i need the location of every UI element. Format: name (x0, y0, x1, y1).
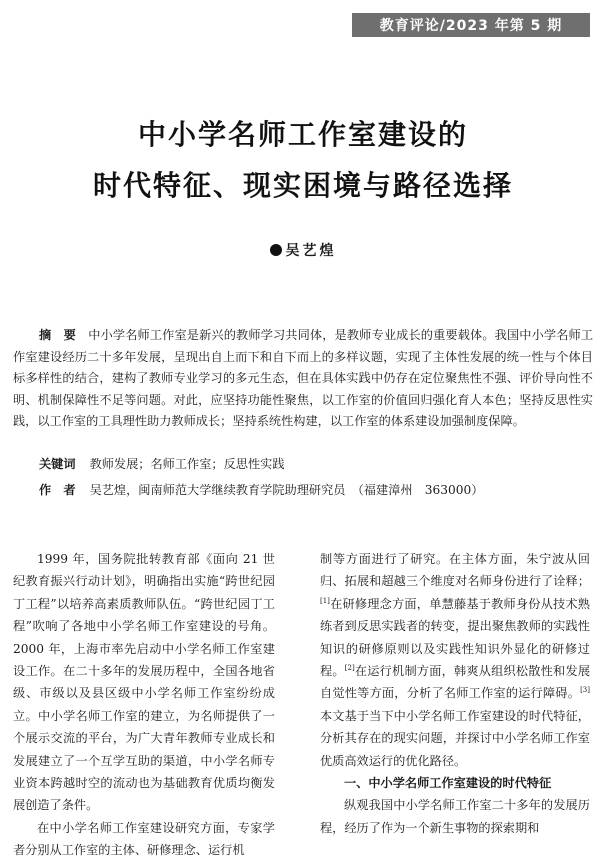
author-info-text: 吴艺煌，闽南师范大学继续教育学院助理研究员 （福建漳州 363000） (89, 483, 484, 497)
body-text: 制等方面进行了研究。在主体方面，朱宁波从回归、拓展和超越三个维度对名师身份进行了诠释； (320, 552, 590, 589)
section-heading: 一、中小学名师工作室建设的时代特征 (344, 776, 552, 791)
abstract-block (13, 325, 593, 433)
body-text: 本文基于当下中小学名师工作室建设的时代特征，分析其存在的现实问题，并探讨中小学名师工作室优质高效运行的优化路径。 (320, 708, 590, 768)
body-paragraph: 在中小学名师工作室建设研究方面，专家学者分别从工作室的主体、研修理念、运行机 (13, 820, 275, 858)
body-text: 在研修理念方面，单慧藤基于教师身份从技术熟练者到反思实践者的转变，提出聚焦教师的实践性知识的研修原则以及实践性知识外显化的研修过程。 (320, 596, 590, 679)
article-title-line-1: 中小学名师工作室建设的 (137, 118, 468, 151)
body-column-right (320, 548, 590, 839)
journal-header-bar (352, 13, 590, 37)
author-name: 吴艺煌 (285, 243, 337, 259)
citation-ref-1: [1] (320, 596, 330, 605)
keywords-label: 关键词 (39, 457, 76, 471)
body-paragraph-continued (320, 548, 590, 772)
citation-ref-2: [2] (344, 663, 355, 672)
body-paragraph: 1999 年，国务院批转教育部《面向 21 世纪教育振兴行动计划》，明确指出实施“跨世纪园丁工程”以培养高素质教师队伍。“跨世纪园丁工程”吹响了各地中小学名师工作室建设的号角。2000 年，上海市率先启动中小学名师工作室建设工作。在二十多年的发展历程中，全国各地省级、市级以及县区级中小学名师工作室纷纷成立。中小学名师工作室的建立，为名师提供了一个展示交流的平台，为广大青年教师专业成长和发展建立了一个互学互助的渠道，中小学名师专业资本跨越时空的流动也为基础教育优质均衡发展创造了条件。 (13, 552, 275, 813)
abstract-paragraph (13, 325, 593, 433)
abstract-text: 中小学名师工作室是新兴的教师学习共同体，是教师专业成长的重要载体。我国中小学名师工作室建设经历二十多年发展，呈现出自上而下和自下而上的多样议题，实现了主体性发展的统一性与个体目标多样性的结合，建构了教师专业学习的多元生态，但在具体实践中仍存在定位聚焦性不强、评价导向性不明、机制保障性不足等问题。对此，应坚持功能性聚焦，以工作室的价值回归强化育人本色；坚持反思性实践，以工作室的工具理性助力教师成长；坚持系统性构建，以工作室的体系建设加强制度保障。 (13, 328, 594, 428)
article-title-line-2: 时代特征、现实困境与路径选择 (92, 169, 513, 202)
citation-ref-3: [3] (580, 686, 590, 695)
body-text: 在运行机制方面，韩爽从组织松散性和发展自觉性等方面，分析了名师工作室的运行障碍。 (320, 664, 591, 701)
journal-issue-label: 教育评论/2023 年第 5 期 (379, 18, 563, 34)
body-paragraph: 纵观我国中小学名师工作室二十多年的发展历程，经历了作为一个新生事物的探索期和 (320, 798, 590, 835)
abstract-label: 摘 要 (39, 328, 76, 342)
author-info-label: 作 者 (39, 483, 76, 497)
bullet-dot-icon (270, 244, 282, 256)
author-byline (0, 240, 606, 260)
keywords-line (39, 455, 285, 472)
author-info-line (39, 481, 483, 498)
keywords-text: 教师发展；名师工作室；反思性实践 (89, 457, 285, 471)
body-column-left (13, 548, 275, 862)
